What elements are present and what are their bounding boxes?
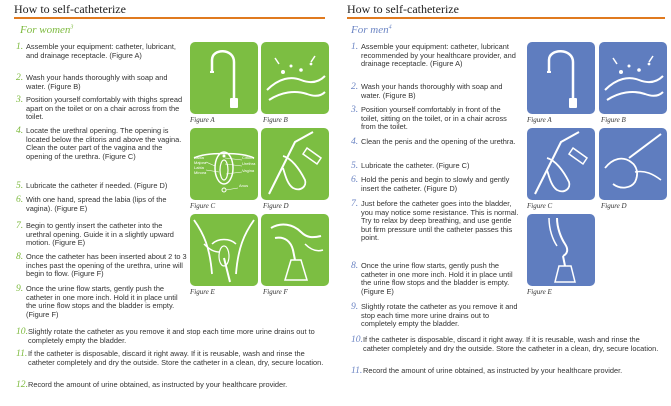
women-step xyxy=(16,328,332,345)
step-text: Lubricate the catheter. (Figure C) xyxy=(361,161,470,170)
women-figure-b-caption: Figure B xyxy=(263,116,288,124)
step-text: Position yourself comfortably in front of the toilet, sitting on the toilet, or in a chair across from the toilet. xyxy=(361,105,507,132)
label-labia-majora: Labia Majora xyxy=(194,155,207,165)
step-number: 6. xyxy=(351,174,359,185)
women-figure-e-caption: Figure E xyxy=(190,288,215,296)
step-number: 11. xyxy=(16,348,28,359)
men-step xyxy=(351,83,519,100)
men-figure-c xyxy=(527,128,595,200)
step-text: Slightly rotate the catheter as you remove it and stop each time more urine drains out to completely empty the bladder. xyxy=(361,302,518,329)
men-page-title: How to self-catheterize xyxy=(347,2,459,16)
women-step xyxy=(16,285,188,319)
women-figure-f xyxy=(261,214,329,286)
men-figure-d-caption: Figure D xyxy=(601,202,627,210)
step-text: Locate the urethral opening. The opening is located below the clitoris and above the vagina. Clean the outer part of the vagina and the opening of the urethra. (Figure C) xyxy=(26,126,182,161)
label-labia-minora: Labia Minora xyxy=(194,165,207,175)
label-vagina: Vagina xyxy=(242,168,255,173)
women-subtitle-text: For women xyxy=(20,24,71,36)
women-figure-c-caption: Figure C xyxy=(190,202,216,210)
step-text: Hold the penis and begin to slowly and gently insert the catheter. (Figure D) xyxy=(361,175,510,193)
women-step xyxy=(16,222,188,248)
catheter-illustration xyxy=(527,42,595,114)
step-number: 2. xyxy=(16,72,24,83)
men-figure-d xyxy=(599,128,667,200)
men-step xyxy=(351,106,519,132)
men-step xyxy=(351,303,519,329)
step-text: Slightly rotate the catheter as you remove it and stop each time more urine drains out to completely empty the bladder. xyxy=(28,327,315,345)
women-subtitle xyxy=(20,24,73,36)
men-figure-c-caption: Figure C xyxy=(527,202,553,210)
step-number: 3. xyxy=(351,104,359,115)
step-number: 6. xyxy=(16,194,24,205)
women-figure-c xyxy=(190,128,258,200)
men-step xyxy=(351,162,519,171)
step-text: If the catheter is disposable, discard it right away. If it is reusable, wash and rinse the catheter completely and dry the outside. Store the catheter in a clean, dry, secure location. xyxy=(363,335,659,353)
step-text: Once the urine flow starts, gently push the catheter in one more inch. Hold it in place until the urine flow stops and the bladder is empty. (Figure F) xyxy=(26,284,178,319)
step-text: Record the amount of urine obtained, as instructed by your healthcare provider. xyxy=(28,380,288,389)
women-figure-a xyxy=(190,42,258,114)
men-figure-b xyxy=(599,42,667,114)
catheter-illustration xyxy=(190,42,258,114)
step-text: If the catheter is disposable, discard it right away. If it is reusable, wash and rinse the catheter completely and dry the outside. Store the catheter in a clean, dry, secure location. xyxy=(28,349,324,367)
urine-flow-illustration xyxy=(527,214,595,286)
women-figure-d xyxy=(261,128,329,200)
step-number: 4. xyxy=(351,136,359,147)
men-figure-a-caption: Figure A xyxy=(527,116,552,124)
women-step xyxy=(16,182,188,191)
step-number: 1. xyxy=(16,41,24,52)
women-step xyxy=(16,127,188,161)
step-text: Position yourself comfortably with thighs spread apart on the toilet or on a chair across from the toilet. xyxy=(26,95,183,122)
step-number: 5. xyxy=(351,160,359,171)
women-step xyxy=(16,381,332,390)
women-figure-a-caption: Figure A xyxy=(190,116,215,124)
men-subtitle-note: 4 xyxy=(388,24,392,31)
women-page-title: How to self-catheterize xyxy=(14,2,126,16)
step-text: Wash your hands thoroughly with soap and water. (Figure B) xyxy=(361,82,503,100)
men-step xyxy=(351,262,519,296)
men-step xyxy=(351,138,519,147)
step-number: 1. xyxy=(351,41,359,52)
step-number: 10. xyxy=(16,326,28,337)
urine-flow-illustration xyxy=(261,214,329,286)
label-urethra: Urethra xyxy=(242,161,256,166)
men-figure-e xyxy=(527,214,595,286)
men-step xyxy=(351,200,519,243)
step-number: 8. xyxy=(351,260,359,271)
lubricate-catheter-illustration xyxy=(261,128,329,200)
step-number: 3. xyxy=(16,94,24,105)
women-figure-b xyxy=(261,42,329,114)
men-figure-b-caption: Figure B xyxy=(601,116,626,124)
label-clitoris: Clitoris xyxy=(242,155,255,160)
women-title-rule xyxy=(14,17,325,19)
men-title-rule xyxy=(347,17,665,19)
men-subtitle-text: For men xyxy=(351,24,389,36)
step-number: 9. xyxy=(351,301,359,312)
step-text: Once the urine flow starts, gently push the catheter in one more inch. Hold it in place until the urine flow stops and the bladder is empty. (Figure E) xyxy=(361,261,513,296)
insert-catheter-illustration xyxy=(190,214,258,286)
men-figure-a xyxy=(527,42,595,114)
hand-washing-illustration xyxy=(261,42,329,114)
women-figure-f-caption: Figure F xyxy=(263,288,288,296)
step-text: Wash your hands thoroughly with soap and water. (Figure B) xyxy=(26,73,168,91)
step-number: 8. xyxy=(16,251,24,262)
step-text: Assemble your equipment: catheter, lubricant recommended by your healthcare provider, and drainage receptacle. (Figure A) xyxy=(361,42,516,69)
step-number: 10. xyxy=(351,334,363,345)
step-text: With one hand, spread the labia (lips of the vagina). (Figure E) xyxy=(26,195,167,213)
step-text: Assemble your equipment: catheter, lubricant, and drainage receptacle. (Figure A) xyxy=(26,42,176,60)
step-number: 11. xyxy=(351,365,363,376)
label-anus: Anus xyxy=(239,183,249,188)
men-step xyxy=(351,336,663,353)
women-step xyxy=(16,96,188,122)
step-number: 7. xyxy=(16,220,24,231)
men-step xyxy=(351,43,519,69)
women-step xyxy=(16,253,188,279)
lubricate-catheter-illustration xyxy=(527,128,595,200)
step-number: 2. xyxy=(351,81,359,92)
women-subtitle-note: 3 xyxy=(70,24,74,31)
hand-washing-illustration xyxy=(599,42,667,114)
step-text: Begin to gently insert the catheter into the urethral opening. Guide it in a slightly upward motion. (Figure E) xyxy=(26,221,174,248)
women-figure-d-caption: Figure D xyxy=(263,202,289,210)
men-step xyxy=(351,367,663,376)
women-step xyxy=(16,196,188,213)
women-step xyxy=(16,74,188,91)
insert-catheter-illustration xyxy=(599,128,667,200)
step-text: Clean the penis and the opening of the urethra. xyxy=(361,137,516,146)
step-text: Record the amount of urine obtained, as instructed by your healthcare provider. xyxy=(363,366,623,375)
men-figure-e-caption: Figure E xyxy=(527,288,552,296)
step-number: 7. xyxy=(351,198,359,209)
step-number: 9. xyxy=(16,283,24,294)
step-number: 5. xyxy=(16,180,24,191)
step-text: Just before the catheter goes into the bladder, you may notice some resistance. This is normal. Try to relax by deep breathing, and use gentle but firm pressure until the catheter passes this point. xyxy=(361,199,519,243)
step-number: 12. xyxy=(16,379,28,390)
men-subtitle xyxy=(351,24,392,36)
step-text: Once the catheter has been inserted about 2 to 3 inches past the opening of the urethra, urine will begin to flow. (Figure F) xyxy=(26,252,187,279)
women-step xyxy=(16,43,188,60)
step-number: 4. xyxy=(16,125,24,136)
women-step xyxy=(16,350,332,367)
women-figure-e xyxy=(190,214,258,286)
men-step xyxy=(351,176,519,193)
step-text: Lubricate the catheter if needed. (Figure D) xyxy=(26,181,168,190)
